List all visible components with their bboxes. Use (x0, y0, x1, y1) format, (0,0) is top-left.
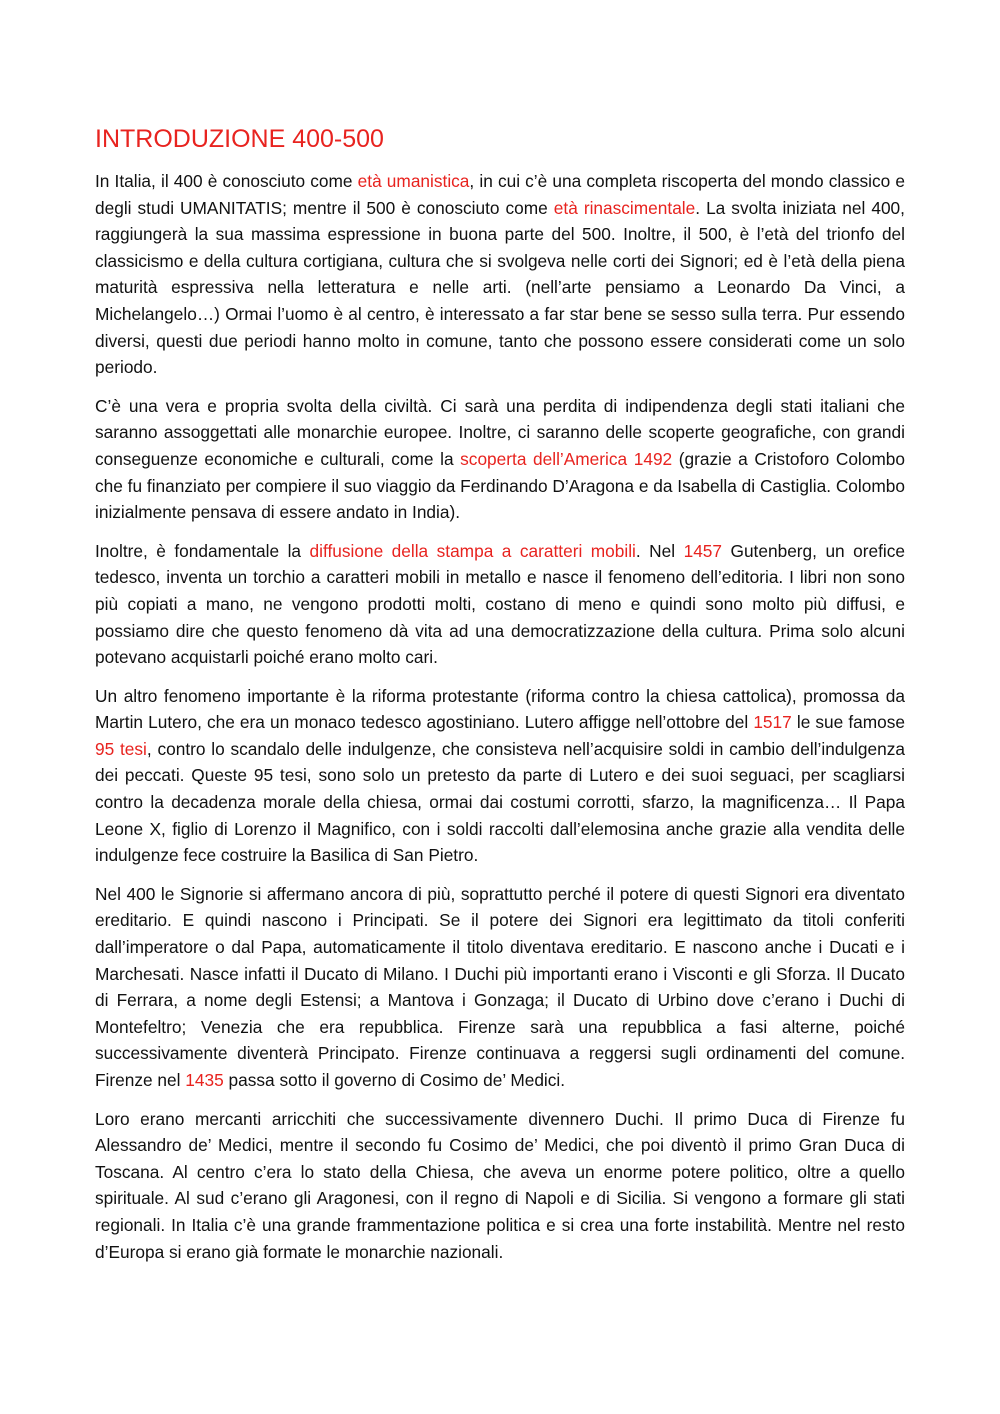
paragraph-2 (95, 393, 905, 526)
highlighted-text: 1435 (185, 1070, 224, 1090)
highlighted-text: diffusione della stampa a caratteri mobili (309, 540, 636, 561)
text-run: . Nel (635, 540, 684, 561)
text-run: Loro erano mercanti arricchiti che successivamente divennero Duchi. Il primo Duca di Firenze fu Alessandro de’ Medici, mentre il secondo fu Cosimo de’ Medici, che poi diventò il primo Gran Duca di Toscana. Al centro c’era lo stato della Chiesa, che aveva un enorme potere politico, oltre a quello spirituale. Al sud c’erano gli Aragonesi, con il regno di Napoli e di Sicilia. Si vengono a formare gli stati regionali. In Italia c’è una grande frammentazione politica e si crea una forte instabilità. Mentre nel resto d’Europa si erano già formate le monarchie nazionali. (95, 1108, 905, 1262)
highlighted-text: età rinascimentale (553, 197, 696, 218)
text-run: Nel 400 le Signorie si affermano ancora di più, soprattutto perché il potere di questi Signori era diventato ereditario. E quindi nascono i Principati. Se il potere dei Signori era legittimato da titoli conferiti dall’imperatore o dal Papa, automaticamente il titolo diventava ereditario. E nascono anche i Ducati e i Marchesati. Nasce infatti il Ducato di Milano. I Duchi più importanti erano i Visconti e gli Sforza. Il Ducato di Ferrara, a nome degli Estensi; a Mantova i Gonzaga; il Ducato di Urbino dove c’erano i Duchi di Montefeltro; Venezia che era repubblica. Firenze sarà una repubblica a fasi alterne, poiché successivamente diventerà Principato. Firenze continuava a reggersi sugli ordinamenti del comune. Firenze nel (95, 883, 905, 1090)
paragraph-4 (95, 683, 905, 869)
text-run: . La svolta iniziata nel 400, raggiungerà la sua massima espressione in buona parte del 500. Inoltre, il 500, è l’età del trionfo del classicismo e della cultura cortigiana, cultura che si svolgeva nelle corti dei Signori; ed è l’età della piena maturità espressiva nella letteratura e nelle arti. (nell’arte pensiamo a Leonardo Da Vinci, a Michelangelo…) Ormai l’uomo è al centro, è interessato a far star bene se sesso sulla terra. Pur essendo diversi, questi due periodi hanno molto in comune, tanto che possono essere considerati come un solo periodo. (95, 197, 905, 378)
text-run: In Italia, il 400 è conosciuto come (95, 171, 358, 191)
text-run: , in cui c’è una completa riscoperta del mondo classico e degli studi UMANITATIS; mentre il 500 è conosciuto come (95, 171, 905, 218)
text-run: Gutenberg, un orefice tedesco, inventa un torchio a caratteri mobili in metallo e nasce il fenomeno dell’editoria. I libri non sono più copiati a mano, ne vengono prodotti molti, costano di meno e quindi sono molto più diffusi, e possiamo dire che questo fenomeno dà vita ad una democratizzazione della cultura. Prima solo alcuni potevano acquistarli poiché erano molto cari. (95, 540, 906, 668)
text-run: (grazie a Cristoforo Colombo che fu finanziato per compiere il suo viaggio da Ferdinando D’Aragona e da Isabella di Castiglia. Colombo inizialmente pensava di essere andato in India). (95, 448, 905, 523)
paragraph-3 (95, 538, 905, 671)
document-body (95, 168, 905, 1265)
highlighted-text: 1517 (753, 712, 792, 733)
paragraph-1 (95, 168, 905, 381)
highlighted-text: età umanistica (357, 171, 470, 191)
document-title: INTRODUZIONE 400-500 (95, 125, 384, 153)
text-run: C’è una vera e propria svolta della civiltà. Ci sarà una perdita di indipendenza degli stati italiani che saranno assoggettati alle monarchie europee. Inoltre, ci saranno delle scoperte geografiche, con grandi conseguenze economiche e culturali, come la (95, 395, 905, 469)
paragraph-5 (95, 881, 905, 1094)
text-run: Un altro fenomeno importante è la riforma protestante (riforma contro la chiesa cattolica), promossa da Martin Lutero, che era un monaco tedesco agostiniano. Lutero affigge nell’ottobre del (95, 685, 905, 733)
paragraph-6 (95, 1106, 905, 1266)
highlighted-text: scoperta dell’America 1492 (460, 448, 673, 469)
highlighted-text: 95 tesi (95, 738, 147, 759)
text-run: , contro lo scandalo delle indulgenze, che consisteva nell’acquisire soldi in cambio dell’indulgenza dei peccati. Queste 95 tesi, sono solo un pretesto da parte di Lutero e dei suoi seguaci, per scagliarsi contro la decadenza morale della chiesa, ormai dai costumi corrotti, sfarzo, la magnificenza… Il Papa Leone X, figlio di Lorenzo il Magnifico, con i soldi raccolti dall’elemosina anche grazie alla vendita delle indulgenze fece costruire la Basilica di San Pietro. (95, 738, 905, 866)
text-run: passa sotto il governo di Cosimo de’ Medici. (223, 1070, 566, 1090)
text-run: Inoltre, è fondamentale la (95, 540, 310, 561)
text-run: le sue famose (791, 712, 906, 733)
highlighted-text: 1457 (683, 540, 723, 561)
